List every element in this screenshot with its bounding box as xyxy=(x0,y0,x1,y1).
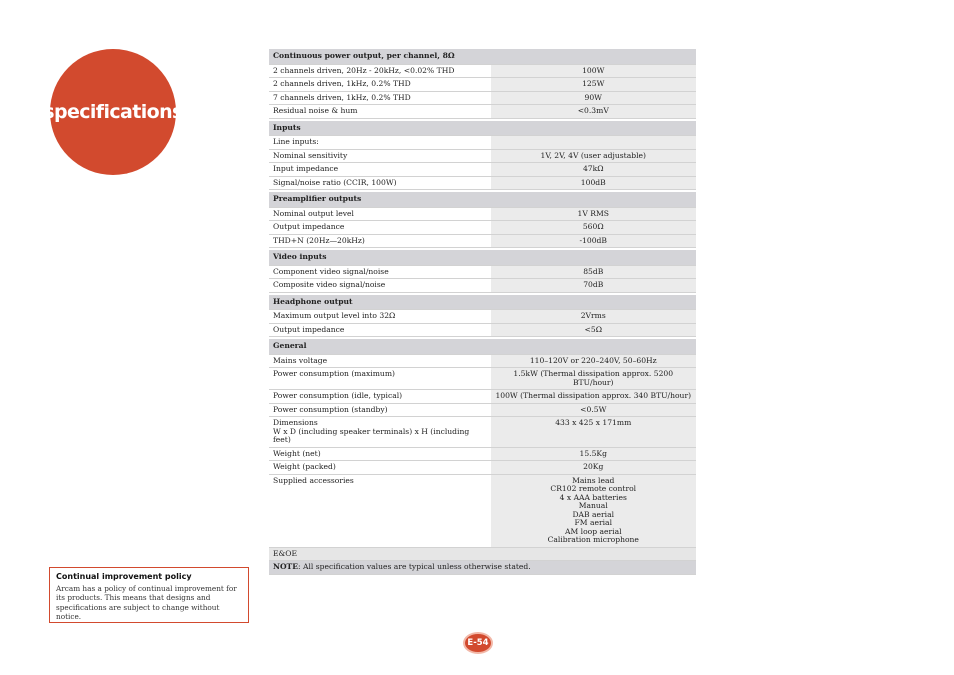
page-title: specifications xyxy=(43,101,183,123)
spec-label: Weight (net) xyxy=(269,447,490,461)
spec-value: 15.5Kg xyxy=(490,447,696,461)
spec-label: Input impedance xyxy=(269,163,490,177)
spec-row xyxy=(269,163,696,177)
spec-table-body xyxy=(269,49,696,547)
spec-row xyxy=(269,91,696,105)
spec-row xyxy=(269,279,696,293)
section-header xyxy=(269,295,696,310)
spec-row xyxy=(269,149,696,163)
note-cell xyxy=(269,561,696,575)
spec-value: <0.5W xyxy=(490,403,696,417)
section-heading: Headphone output xyxy=(269,295,696,310)
policy-title: Continual improvement policy xyxy=(56,572,192,581)
spec-row xyxy=(269,221,696,235)
section-heading: Preamplifier outputs xyxy=(269,192,696,207)
spec-value: 100dB xyxy=(490,176,696,190)
spec-label: Power consumption (idle, typical) xyxy=(269,390,490,404)
note-text: : All specification values are typical unless otherwise stated. xyxy=(298,562,531,571)
spec-value: 90W xyxy=(490,91,696,105)
spec-label: Nominal sensitivity xyxy=(269,149,490,163)
spec-value xyxy=(490,136,696,150)
spec-value: 1V RMS xyxy=(490,207,696,221)
spec-row xyxy=(269,447,696,461)
spec-label: Output impedance xyxy=(269,221,490,235)
spec-label: Signal/noise ratio (CCIR, 100W) xyxy=(269,176,490,190)
spec-label: Supplied accessories xyxy=(269,474,490,547)
note-label: NOTE xyxy=(273,562,298,571)
spec-value: 20Kg xyxy=(490,461,696,475)
spec-row xyxy=(269,354,696,368)
spec-label: Power consumption (standby) xyxy=(269,403,490,417)
spec-value: 125W xyxy=(490,78,696,92)
spec-value: 560Ω xyxy=(490,221,696,235)
note-row xyxy=(269,561,696,575)
spec-row xyxy=(269,323,696,337)
section-header xyxy=(269,192,696,207)
spec-label: Dimensions W x D (including speaker terminals) x H (including feet) xyxy=(269,417,490,448)
spec-row xyxy=(269,474,696,547)
spec-row xyxy=(269,403,696,417)
title-circle xyxy=(43,49,183,175)
spec-value: 110–120V or 220–240V, 50–60Hz xyxy=(490,354,696,368)
spec-value: <5Ω xyxy=(490,323,696,337)
spec-row xyxy=(269,105,696,119)
spec-row xyxy=(269,417,696,448)
spec-value: 100W (Thermal dissipation approx. 340 BTU/hour) xyxy=(490,390,696,404)
spec-value: 1V, 2V, 4V (user adjustable) xyxy=(490,149,696,163)
section-heading: Continuous power output, per channel, 8Ω xyxy=(269,49,696,64)
spec-row xyxy=(269,368,696,390)
spec-row xyxy=(269,136,696,150)
section-header xyxy=(269,339,696,354)
spec-value: 85dB xyxy=(490,265,696,279)
spec-value: 100W xyxy=(490,64,696,78)
policy-body: Arcam has a policy of continual improvement for its products. This means that designs and specifications are subject to change without notice. xyxy=(56,584,237,622)
spec-label: Line inputs: xyxy=(269,136,490,150)
spec-value: -100dB xyxy=(490,234,696,248)
spec-value: 70dB xyxy=(490,279,696,293)
spec-label: Component video signal/noise xyxy=(269,265,490,279)
spec-label: Nominal output level xyxy=(269,207,490,221)
section-heading: General xyxy=(269,339,696,354)
spec-row xyxy=(269,390,696,404)
spec-value: 433 x 425 x 171mm xyxy=(490,417,696,448)
section-header xyxy=(269,121,696,136)
section-header xyxy=(269,49,696,64)
page-number: E-54 xyxy=(467,638,489,648)
spec-row xyxy=(269,310,696,324)
spec-row xyxy=(269,78,696,92)
section-header xyxy=(269,250,696,265)
spec-label: THD+N (20Hz—20kHz) xyxy=(269,234,490,248)
improvement-policy-box xyxy=(49,567,249,623)
spec-value: 2Vrms xyxy=(490,310,696,324)
spec-row xyxy=(269,234,696,248)
spec-label: Power consumption (maximum) xyxy=(269,368,490,390)
section-heading: Inputs xyxy=(269,121,696,136)
eoe-text: E&OE xyxy=(269,547,696,561)
spec-label: Mains voltage xyxy=(269,354,490,368)
spec-row xyxy=(269,461,696,475)
spec-value: 1.5kW (Thermal dissipation approx. 5200 BTU/hour) xyxy=(490,368,696,390)
spec-row xyxy=(269,64,696,78)
section-heading: Video inputs xyxy=(269,250,696,265)
spec-label: Residual noise & hum xyxy=(269,105,490,119)
spec-value: Mains lead CR102 remote control 4 x AAA batteries Manual DAB aerial FM aerial AM loop aerial Calibration microphone xyxy=(490,474,696,547)
spec-row xyxy=(269,176,696,190)
spec-label: 2 channels driven, 20Hz - 20kHz, <0.02% THD xyxy=(269,64,490,78)
spec-value: <0.3mV xyxy=(490,105,696,119)
page-number-badge xyxy=(463,632,493,654)
spec-label: 7 channels driven, 1kHz, 0.2% THD xyxy=(269,91,490,105)
eoe-row xyxy=(269,547,696,561)
spec-row xyxy=(269,207,696,221)
spec-label: Maximum output level into 32Ω xyxy=(269,310,490,324)
spec-label: 2 channels driven, 1kHz, 0.2% THD xyxy=(269,78,490,92)
spec-table xyxy=(269,49,696,575)
spec-row xyxy=(269,265,696,279)
spec-label: Weight (packed) xyxy=(269,461,490,475)
spec-label: Output impedance xyxy=(269,323,490,337)
spec-value: 47kΩ xyxy=(490,163,696,177)
spec-label: Composite video signal/noise xyxy=(269,279,490,293)
